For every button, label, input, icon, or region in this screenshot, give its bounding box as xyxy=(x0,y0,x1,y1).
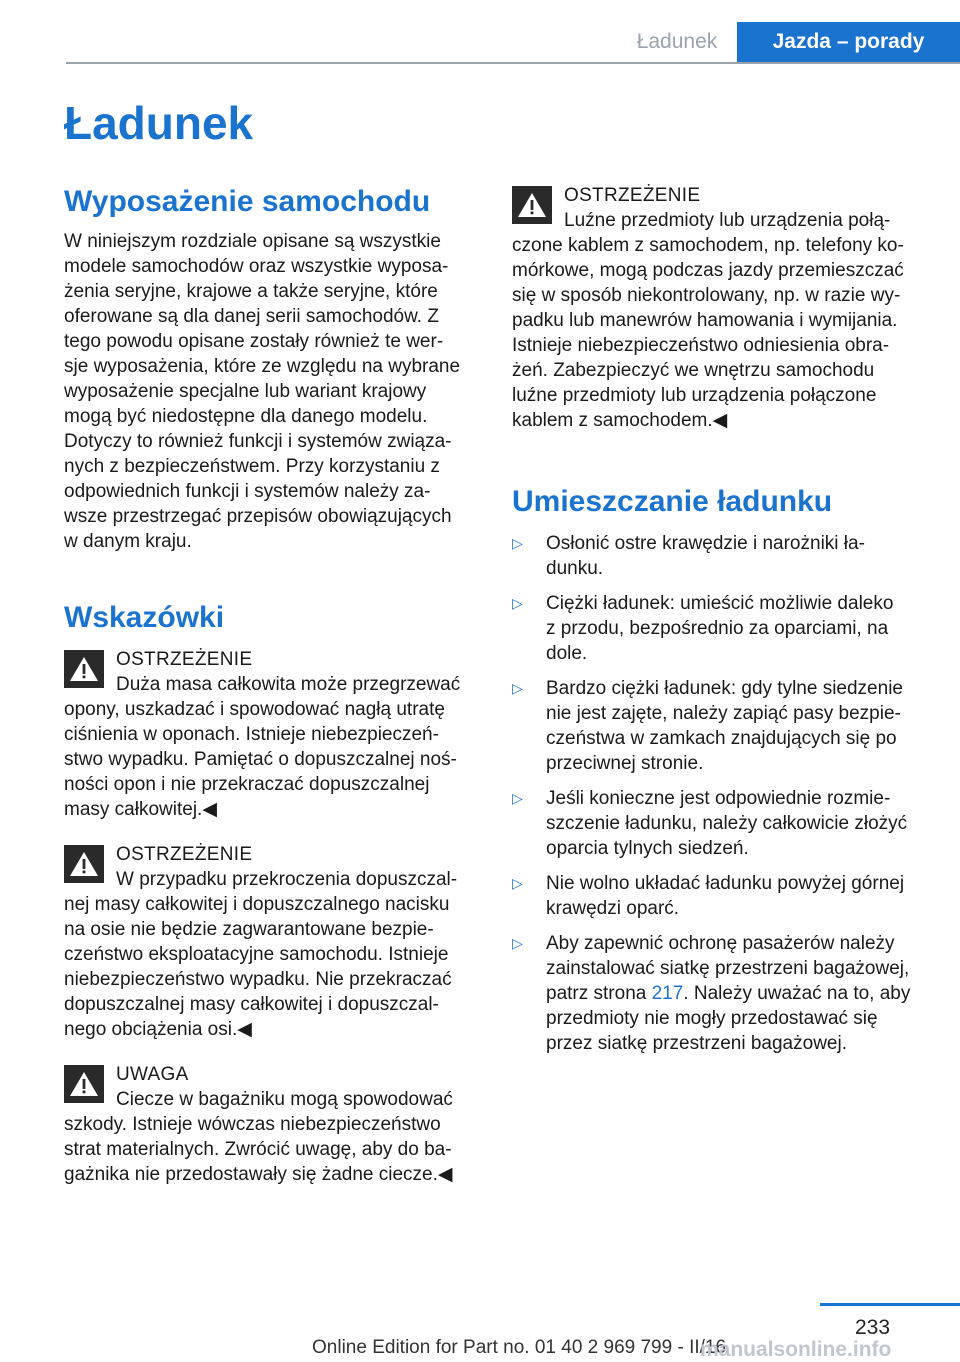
warning-triangle-icon xyxy=(512,186,552,224)
equipment-line: mogą być niedostępne dla danego modelu. xyxy=(64,406,428,427)
warning-line: Istnieje niebezpieczeństwo odniesienia obra‐ xyxy=(512,335,890,356)
warning-line: gażnika nie przedostawały się żadne ciecze.◀ xyxy=(64,1164,453,1185)
bullet-line: dunku. xyxy=(546,558,604,579)
equipment-line: tego powodu opisane zostały również te wer‐ xyxy=(64,331,444,352)
triangle-right-icon: ▷ xyxy=(512,935,523,951)
warning-box xyxy=(64,647,474,822)
equipment-line: wyposażenie specjalne lub wariant krajowy xyxy=(64,381,427,402)
section-title-equipment: Wyposażenie samochodu xyxy=(64,185,431,218)
list-item xyxy=(512,676,924,776)
bullet-line: Nie wolno układać ładunku powyżej górnej xyxy=(546,873,905,894)
bullet-line: przedmioty nie mogły przedostawać się xyxy=(546,1008,878,1029)
list-item-text xyxy=(546,786,907,861)
bullet-line: Aby zapewnić ochronę pasażerów należy xyxy=(546,933,895,954)
equipment-line: wsze przestrzegać przepisów obowiązujących xyxy=(64,506,452,527)
bullet-line: z przodu, bezpośrednio za oparciami, na xyxy=(546,618,889,639)
warning-first-line: Ciecze w bagażniku mogą spowodować xyxy=(116,1089,453,1110)
bullet-line: szczenie ładunku, należy całkowicie złożyć xyxy=(546,813,908,834)
equipment-line: żenia seryjne, krajowe a także seryjne, które xyxy=(64,281,438,302)
warnings-list xyxy=(64,647,474,1187)
bullet-line: nie jest zajęte, należy zapiąć pasy bezpie‐ xyxy=(546,703,901,724)
warning-box xyxy=(64,1062,474,1187)
warning-triangle-icon xyxy=(64,650,104,688)
warning-line: ności opon i nie przekraczać dopuszczalnej xyxy=(64,774,430,795)
list-item xyxy=(512,531,924,581)
bullet-line: Osłonić ostre krawędzie i narożniki ła‐ xyxy=(546,533,865,554)
equipment-line: W niniejszym rozdziale opisane są wszystkie xyxy=(64,231,441,252)
bullet-line: krawędzi oparć. xyxy=(546,898,680,919)
list-item xyxy=(512,786,924,861)
warning-first-line: Luźne przedmioty lub urządzenia połą‐ xyxy=(564,210,891,231)
list-item xyxy=(512,931,924,1056)
list-item-text xyxy=(546,591,893,666)
section-title-tips: Wskazówki xyxy=(64,601,225,634)
warning-line: szkody. Istnieje wówczas niebezpieczeństwo xyxy=(64,1114,441,1135)
bullet-line: Bardzo ciężki ładunek: gdy tylne siedzenie xyxy=(546,678,903,699)
warning-line: ciśnienia w oponach. Istnieje niebezpieczeń‐ xyxy=(64,724,439,745)
bullet-line: dole. xyxy=(546,643,588,664)
bullet-line: oparcia tylnych siedzeń. xyxy=(546,838,749,859)
equipment-line: odpowiednich funkcji i systemów należy za‐ xyxy=(64,481,431,502)
right-column xyxy=(512,183,924,1066)
warning-line: czone kablem z samochodem, np. telefony ko‐ xyxy=(512,235,904,256)
footer-accent-bar xyxy=(820,1303,960,1306)
warning-line: stwo wypadku. Pamiętać o dopuszczalnej noś‐ xyxy=(64,749,457,770)
warning-line: nego obciążenia osi.◀ xyxy=(64,1019,252,1040)
warning-line: się w sposób niekontrolowany, np. w razie wy‐ xyxy=(512,285,901,306)
list-item-text xyxy=(546,871,904,921)
list-item-text xyxy=(546,531,865,581)
warning-title: OSTRZEŻENIE xyxy=(564,185,701,206)
warning-line: niebezpieczeństwo wypadku. Nie przekraczać xyxy=(64,969,452,990)
bullet-line: zainstalować siatkę przestrzeni bagażowej, xyxy=(546,958,910,979)
equipment-line: modele samochodów oraz wszystkie wyposa‐ xyxy=(64,256,449,277)
bullet-line: Jeśli konieczne jest odpowiednie rozmie‐ xyxy=(546,788,891,809)
warning-first-line: W przypadku przekroczenia dopuszczal‐ xyxy=(116,869,458,890)
warning-title: OSTRZEŻENIE xyxy=(116,649,253,670)
warning-line: żeń. Zabezpieczyć we wnętrzu samochodu xyxy=(512,360,875,381)
header-divider xyxy=(66,62,960,64)
header-tab-section: Ładunek xyxy=(636,30,718,53)
warning-triangle-icon xyxy=(64,845,104,883)
footer-edition: Online Edition for Part no. 01 40 2 969 799 - II/16 xyxy=(312,1337,727,1358)
triangle-right-icon: ▷ xyxy=(512,680,523,696)
list-item xyxy=(512,871,924,921)
warning-line: masy całkowitej.◀ xyxy=(64,799,217,820)
bullet-line: przeciwnej stronie. xyxy=(546,753,704,774)
bullet-line xyxy=(546,981,910,1006)
list-item-text xyxy=(546,676,903,776)
warning-line: kablem z samochodem.◀ xyxy=(512,410,728,431)
warning-line: nej masy całkowitej i dopuszczalnego nacisku xyxy=(64,894,450,915)
warning-line: czeństwo eksploatacyjne samochodu. Istnieje xyxy=(64,944,449,965)
section-title-loading: Umieszczanie ładunku xyxy=(512,485,833,518)
equipment-line: Dotyczy to również funkcji i systemów związa‐ xyxy=(64,431,452,452)
equipment-line: sje wyposażenia, które ze względu na wybrane xyxy=(64,356,461,377)
triangle-right-icon: ▷ xyxy=(512,595,523,611)
equipment-line: nych z bezpieczeństwem. Przy korzystaniu z xyxy=(64,456,440,477)
left-column xyxy=(64,183,474,1207)
equipment-line: oferowane są dla danej serii samochodów. Z xyxy=(64,306,439,327)
warning-line: padku lub manewrów hamowania i wymijania. xyxy=(512,310,898,331)
warning-triangle-icon xyxy=(64,1065,104,1103)
equipment-paragraph xyxy=(64,229,474,554)
page-title: Ładunek xyxy=(64,97,254,149)
warning-box xyxy=(512,183,924,433)
warning-line: mórkowe, mogą podczas jazdy przemieszczać xyxy=(512,260,904,281)
warning-line: na osie nie będzie zagwarantowane bezpie‐ xyxy=(64,919,434,940)
loading-bullet-list xyxy=(512,531,924,1056)
page-link-217[interactable]: 217 xyxy=(651,983,684,1004)
warning-line: opony, uszkadzać i spowodować nagłą utratę xyxy=(64,699,445,720)
page-number: 233 xyxy=(855,1316,891,1339)
watermark: manualsonline.info xyxy=(700,1338,892,1361)
bullet-line: czeństwa w zamkach znajdujących się po xyxy=(546,728,897,749)
list-item-text xyxy=(546,931,910,1056)
warning-line: dopuszczalnej masy całkowitej i dopuszczal‐ xyxy=(64,994,439,1015)
warning-title: UWAGA xyxy=(116,1064,189,1085)
warning-title: OSTRZEŻENIE xyxy=(116,844,253,865)
triangle-right-icon: ▷ xyxy=(512,875,523,891)
triangle-right-icon: ▷ xyxy=(512,790,523,806)
bullet-text: . Należy uważać na to, aby xyxy=(683,983,911,1004)
warning-first-line: Duża masa całkowita może przegrzewać xyxy=(116,674,461,695)
header-tab-chapter: Jazda – porady xyxy=(737,22,960,62)
list-item xyxy=(512,591,924,666)
bullet-text: patrz strona xyxy=(546,983,652,1004)
equipment-line: w danym kraju. xyxy=(64,531,192,552)
bullet-line: przez siatkę przestrzeni bagażowej. xyxy=(546,1033,847,1054)
warning-line: luźne przedmioty lub urządzenia połączone xyxy=(512,385,877,406)
bullet-line: Ciężki ładunek: umieścić możliwie daleko xyxy=(546,593,894,614)
triangle-right-icon: ▷ xyxy=(512,535,523,551)
warning-line: strat materialnych. Zwrócić uwagę, aby do ba‐ xyxy=(64,1139,452,1160)
warning-box xyxy=(64,842,474,1042)
